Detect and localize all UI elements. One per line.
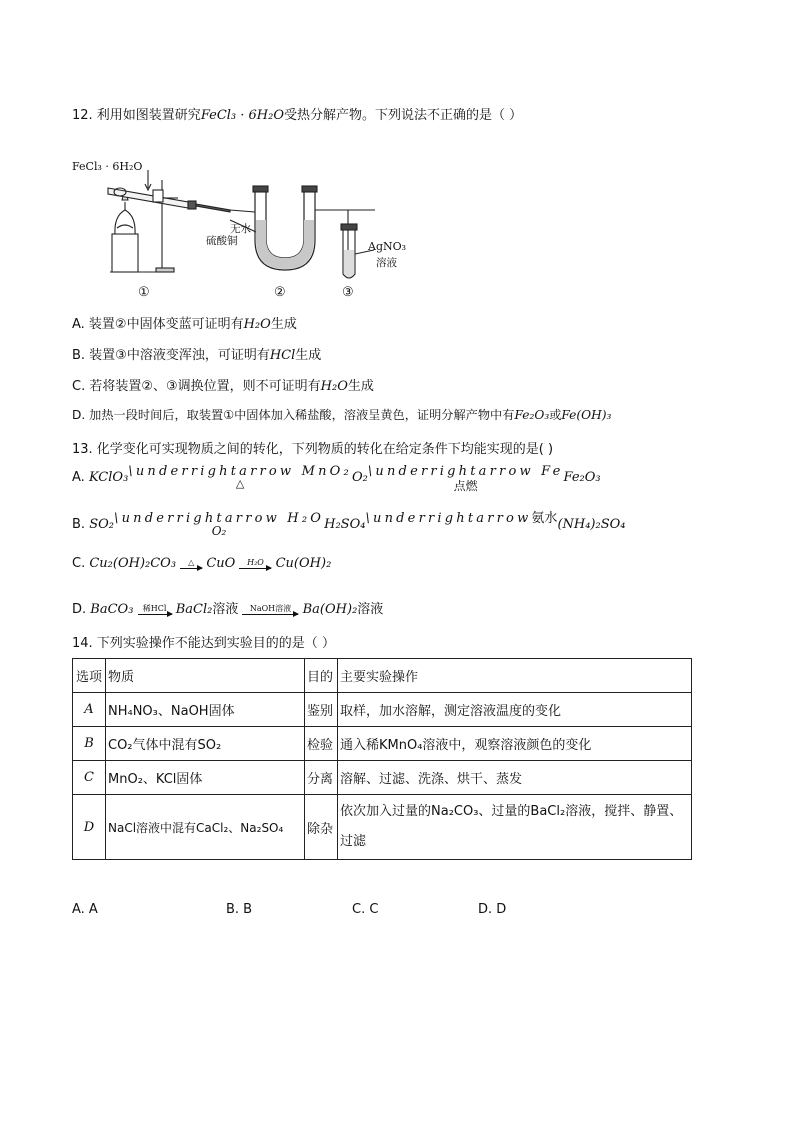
q13-c-label: C.	[72, 556, 86, 571]
q13-d-s2: BaCl₂	[175, 602, 213, 617]
fig-cuso4-line2: 硫酸铜	[206, 235, 238, 247]
q12-c-formula: H₂O	[320, 379, 348, 394]
q13-c-s2: CuO	[206, 556, 236, 571]
q13-b-s1: SO₂	[89, 517, 114, 532]
q13-d-cond1: 稀HCl	[142, 604, 167, 613]
q13-option-b	[72, 511, 626, 538]
row-aim: 分离	[305, 761, 338, 795]
q13-b-arrow2-text: \underrightarrow	[365, 511, 532, 526]
q12-d-mid: 或	[549, 408, 562, 422]
q13-d-s2b: 溶液	[212, 602, 239, 617]
q12-a-post: 生成	[270, 317, 297, 332]
q13-option-c	[72, 556, 331, 571]
q13-a-arrow2-text: \underrightarrow Fe	[367, 464, 564, 479]
q12-c-post: 生成	[347, 379, 374, 394]
q13-c-cond2: H₂O	[247, 558, 264, 567]
q13-d-label: D.	[72, 602, 87, 617]
q14-table	[72, 658, 692, 860]
row-operation	[338, 795, 692, 860]
q13-a-label: A.	[72, 470, 85, 485]
row-aim: 检验	[305, 727, 338, 761]
row-substance: NaCl溶液中混有CaCl₂、Na₂SO₄	[106, 795, 305, 860]
q14-answer-b: B. B	[226, 902, 253, 917]
row-option: A	[73, 693, 106, 727]
fig-num-1: ①	[138, 285, 150, 300]
q14-stem: 14. 下列实验操作不能达到实验目的的是（ ）	[72, 636, 335, 651]
q12-option-d	[72, 406, 611, 423]
header-substance: 物质	[106, 659, 305, 693]
q13-c-s3: Cu(OH)₂	[275, 556, 332, 571]
row-substance: NH₄NO₃、NaOH固体	[106, 693, 305, 727]
q12-stem	[72, 104, 522, 123]
q13-b-label: B.	[72, 517, 86, 532]
q12-option-b	[72, 344, 321, 363]
q13-d-s3: Ba(OH)₂	[302, 602, 358, 617]
fig-reagent-label: FeCl₃ · 6H₂O	[72, 160, 143, 173]
header-option: 选项	[73, 659, 106, 693]
q13-d-s1: BaCO₃	[90, 602, 134, 617]
row-operation: 溶解、过滤、洗涤、烘干、蒸发	[338, 761, 692, 795]
q12-b-text: B. 装置③中溶液变浑浊，可证明有	[72, 348, 270, 363]
table-row	[73, 727, 692, 761]
header-operation: 主要实验操作	[338, 659, 692, 693]
q14-answer-a: A. A	[72, 902, 98, 917]
table-row	[73, 761, 692, 795]
row-aim: 除杂	[305, 795, 338, 860]
q13-d-cond2: NaOH溶液	[249, 604, 292, 613]
q13-a-arrow-text: \underrightarrow MnO₂	[128, 464, 352, 479]
table-row	[73, 795, 692, 860]
q13-a-cond: △	[235, 477, 245, 490]
q13-b-cond: O₂	[211, 524, 227, 538]
q13-b-s2: H₂SO₄	[324, 517, 366, 532]
row-operation-line1: 依次加入过量的Na₂CO₃、过量的BaCl₂溶液，搅拌、静置、	[340, 804, 683, 819]
q12-d-formula1: Fe₂O₃	[514, 408, 550, 422]
q13-option-d	[72, 598, 383, 617]
q12-option-c	[72, 375, 374, 394]
q12-c-text: C. 若将装置②、③调换位置，则不可证明有	[72, 379, 321, 394]
q12-option-a	[72, 313, 297, 332]
table-header-row	[73, 659, 692, 693]
row-option: D	[73, 795, 106, 860]
table-row	[73, 693, 692, 727]
q13-a-cond2: 点燃	[453, 479, 478, 493]
q12-b-formula: HCl	[269, 348, 296, 363]
q12-stem-a: 12. 利用如图装置研究	[72, 108, 201, 123]
q12-d-formula2: Fe(OH)₃	[561, 408, 612, 422]
row-operation-line2: 过滤	[340, 834, 367, 849]
q12-d-text: D. 加热一段时间后，取装置①中固体加入稀盐酸，溶液呈黄色，证明分解产物中有	[72, 408, 515, 422]
q14-answer-c: C. C	[352, 902, 379, 917]
q12-formula: FeCl₃ · 6H₂O	[200, 108, 285, 123]
row-aim: 鉴别	[305, 693, 338, 727]
q13-a-s1: KClO₃	[88, 470, 129, 485]
q13-b-arrow-text: \underrightarrow H₂O	[113, 511, 325, 526]
q12-a-text: A. 装置②中固体变蓝可证明有	[72, 317, 244, 332]
row-substance: MnO₂、KCl固体	[106, 761, 305, 795]
q13-option-a	[72, 464, 601, 493]
row-operation: 取样，加水溶解，测定溶液温度的变化	[338, 693, 692, 727]
fig-agno3-line2: 溶液	[376, 257, 397, 269]
row-operation: 通入稀KMnO₄溶液中，观察溶液颜色的变化	[338, 727, 692, 761]
q13-c-cond1: △	[188, 558, 195, 567]
fig-num-3: ③	[342, 285, 354, 300]
q13-b-s3: (NH₄)₂SO₄	[557, 517, 626, 532]
fig-num-2: ②	[274, 285, 286, 300]
q12-stem-b: 受热分解产物。下列说法不正确的是（ ）	[284, 108, 523, 123]
apparatus-figure	[70, 150, 420, 300]
q13-stem: 13. 化学变化可实现物质之间的转化，下列物质的转化在给定条件下均能实现的是( )	[72, 442, 554, 457]
q13-a-s2: O₂	[351, 470, 368, 485]
q14-answer-d: D. D	[478, 902, 507, 917]
q13-a-s3: Fe₂O₃	[563, 470, 601, 485]
row-option: B	[73, 727, 106, 761]
q12-b-post: 生成	[295, 348, 322, 363]
q13-d-s3b: 溶液	[357, 602, 384, 617]
header-aim: 目的	[305, 659, 338, 693]
q12-a-formula: H₂O	[243, 317, 271, 332]
row-substance: CO₂气体中混有SO₂	[106, 727, 305, 761]
q13-b-arrow2-reagent: 氨水	[531, 511, 558, 526]
q13-c-s1: Cu₂(OH)₂CO₃	[89, 556, 177, 571]
fig-agno3-line1: AgNO₃	[368, 240, 407, 253]
row-option: C	[73, 761, 106, 795]
fig-cuso4-line1: 无水	[230, 223, 251, 235]
